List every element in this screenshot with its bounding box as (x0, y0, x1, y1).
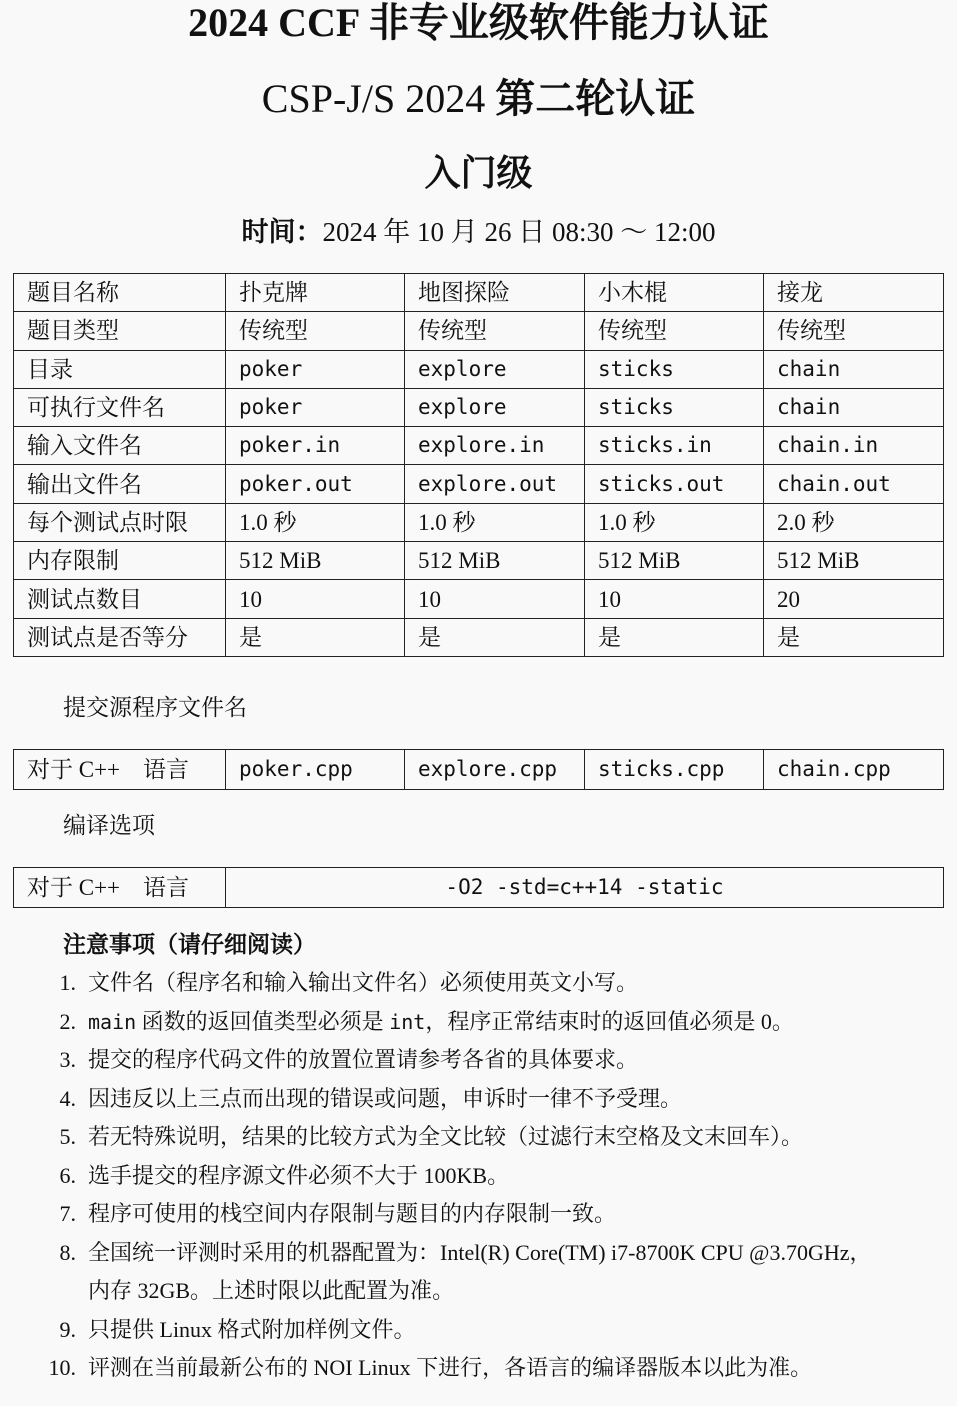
table-cell: 1.0 秒 (405, 503, 585, 541)
list-item-text-continued: 内存 32GB。上述时限以此配置为准。 (88, 1278, 455, 1303)
table-cell: explore (405, 350, 585, 388)
list-item (0, 1195, 957, 1234)
submit-table (13, 749, 944, 790)
list-item-number: 4. (59, 1085, 76, 1111)
list-item-number: 6. (59, 1162, 76, 1188)
table-cell: 512 MiB (764, 542, 944, 580)
table-cell: 传统型 (585, 312, 764, 350)
table-cell: chain (764, 388, 944, 426)
code-int: int (389, 1009, 426, 1034)
table-cell: explore.in (405, 427, 585, 465)
list-item (0, 1157, 957, 1196)
table-cell: sticks (585, 388, 764, 426)
list-item-text: 只提供 Linux 格式附加样例文件。 (88, 1316, 416, 1342)
list-item-number: 7. (59, 1201, 76, 1226)
table-cell: sticks.in (585, 427, 764, 465)
list-item-text: 程序可使用的栈空间内存限制与题目的内存限制一致。 (88, 1201, 617, 1226)
table-cell: 1.0 秒 (226, 503, 405, 541)
table-cell: sticks (585, 350, 764, 388)
list-item-text: 因违反以上三点而出现的错误或问题，申诉时一律不予受理。 (88, 1085, 683, 1111)
list-item-number: 9. (59, 1316, 76, 1342)
table-row (14, 427, 944, 465)
table-cell: poker.cpp (226, 750, 405, 790)
table-cell: 512 MiB (585, 542, 764, 580)
list-item-text: 选手提交的程序源文件必须不大于 100KB。 (88, 1162, 510, 1188)
table-cell: 接龙 (764, 274, 944, 312)
list-item (0, 1003, 957, 1042)
table-cell-label: 输出文件名 (14, 465, 226, 503)
table-cell-label: 题目类型 (14, 312, 226, 350)
list-item-text: ，程序正常结束时的返回值必须是 0。 (425, 1008, 794, 1034)
table-cell: 1.0 秒 (585, 503, 764, 541)
list-item-number: 5. (59, 1124, 76, 1149)
table-cell: 512 MiB (405, 542, 585, 580)
list-item-text: 文件名（程序名和输入输出文件名）必须使用英文小写。 (88, 970, 639, 995)
table-cell: explore.cpp (405, 750, 585, 790)
table-cell: 地图探险 (405, 274, 585, 312)
table-row (14, 388, 944, 426)
table-cell: 扑克牌 (226, 274, 405, 312)
list-item (0, 1311, 957, 1350)
table-cell: 小木棍 (585, 274, 764, 312)
table-cell: 20 (764, 580, 944, 618)
round-title-cn: 第二轮认证 (495, 76, 696, 121)
table-cell: chain.in (764, 427, 944, 465)
list-item (0, 964, 957, 1003)
table-cell: explore.out (405, 465, 585, 503)
table-cell-label: 测试点数目 (14, 580, 226, 618)
code-main: main (88, 1009, 137, 1034)
table-row (14, 274, 944, 312)
table-cell-label: 可执行文件名 (14, 388, 226, 426)
table-cell: 传统型 (764, 312, 944, 350)
table-cell-label: 内存限制 (14, 542, 226, 580)
table-cell: 10 (226, 580, 405, 618)
table-row (14, 312, 944, 350)
list-item-text: 全国统一评测时采用的机器配置为：Intel(R) Core(TM) i7-8700K CPU @3.70GHz， (88, 1239, 872, 1265)
list-item-number: 8. (59, 1239, 76, 1265)
time-value: 2024 年 10 月 26 日 08:30 ～ 12:00 (322, 217, 716, 247)
table-cell-label: 题目名称 (14, 274, 226, 312)
table-cell: chain.out (764, 465, 944, 503)
list-item-number: 2. (59, 1008, 76, 1034)
list-item-text: 函数的返回值类型必须是 (136, 1008, 390, 1034)
compile-table (13, 867, 944, 908)
table-cell: sticks.cpp (585, 750, 764, 790)
table-row (14, 750, 944, 790)
table-cell: poker (226, 350, 405, 388)
table-cell: 是 (585, 618, 764, 656)
table-cell: 是 (226, 618, 405, 656)
table-row (14, 868, 944, 908)
notes-list (0, 964, 957, 1388)
compile-heading: 编译选项 (63, 813, 155, 838)
table-cell: 传统型 (226, 312, 405, 350)
table-cell: chain.cpp (764, 750, 944, 790)
list-item-text: 提交的程序代码文件的放置位置请参考各省的具体要求。 (88, 1047, 639, 1072)
table-cell: 10 (405, 580, 585, 618)
table-row (14, 465, 944, 503)
list-item-number: 10. (48, 1355, 76, 1380)
problems-table (13, 273, 944, 657)
table-cell-label: 对于 C++ 语言 (14, 750, 226, 790)
table-row (14, 503, 944, 541)
time-line (0, 212, 957, 252)
table-row (14, 618, 944, 656)
table-cell: poker.in (226, 427, 405, 465)
table-cell-label: 对于 C++ 语言 (14, 868, 226, 908)
list-item (0, 1041, 957, 1080)
table-cell: 512 MiB (226, 542, 405, 580)
table-row (14, 580, 944, 618)
list-item-number: 3. (59, 1047, 76, 1072)
table-cell: 是 (764, 618, 944, 656)
table-cell: 2.0 秒 (764, 503, 944, 541)
list-item-text: 评测在当前最新公布的 NOI Linux 下进行，各语言的编译器版本以此为准。 (88, 1355, 813, 1380)
table-cell-label: 输入文件名 (14, 427, 226, 465)
table-cell-label: 测试点是否等分 (14, 618, 226, 656)
table-cell: explore (405, 388, 585, 426)
table-row (14, 542, 944, 580)
list-item-text: 若无特殊说明，结果的比较方式为全文比较（过滤行末空格及文末回车）。 (88, 1124, 804, 1149)
table-cell: poker (226, 388, 405, 426)
table-cell: 传统型 (405, 312, 585, 350)
table-cell-label: 每个测试点时限 (14, 503, 226, 541)
submit-heading: 提交源程序文件名 (63, 695, 247, 720)
round-title-latin: CSP-J/S 2024 (261, 76, 486, 121)
table-cell: sticks.out (585, 465, 764, 503)
table-cell: chain (764, 350, 944, 388)
list-item-number: 1. (59, 970, 76, 995)
notes-title: 注意事项（请仔细阅读） (63, 931, 316, 958)
contest-title: 2024 CCF 非专业级软件能力认证 (188, 0, 769, 45)
list-item (0, 1118, 957, 1157)
time-label: 时间： (241, 217, 323, 247)
list-item (0, 1234, 957, 1311)
table-cell: poker.out (226, 465, 405, 503)
table-cell: 10 (585, 580, 764, 618)
table-cell-label: 目录 (14, 350, 226, 388)
table-cell: 是 (405, 618, 585, 656)
table-row (14, 350, 944, 388)
list-item (0, 1080, 957, 1119)
list-item (0, 1349, 957, 1388)
round-title (0, 74, 957, 124)
level-title: 入门级 (424, 152, 533, 194)
compile-options: -O2 -std=c++14 -static (226, 868, 944, 908)
